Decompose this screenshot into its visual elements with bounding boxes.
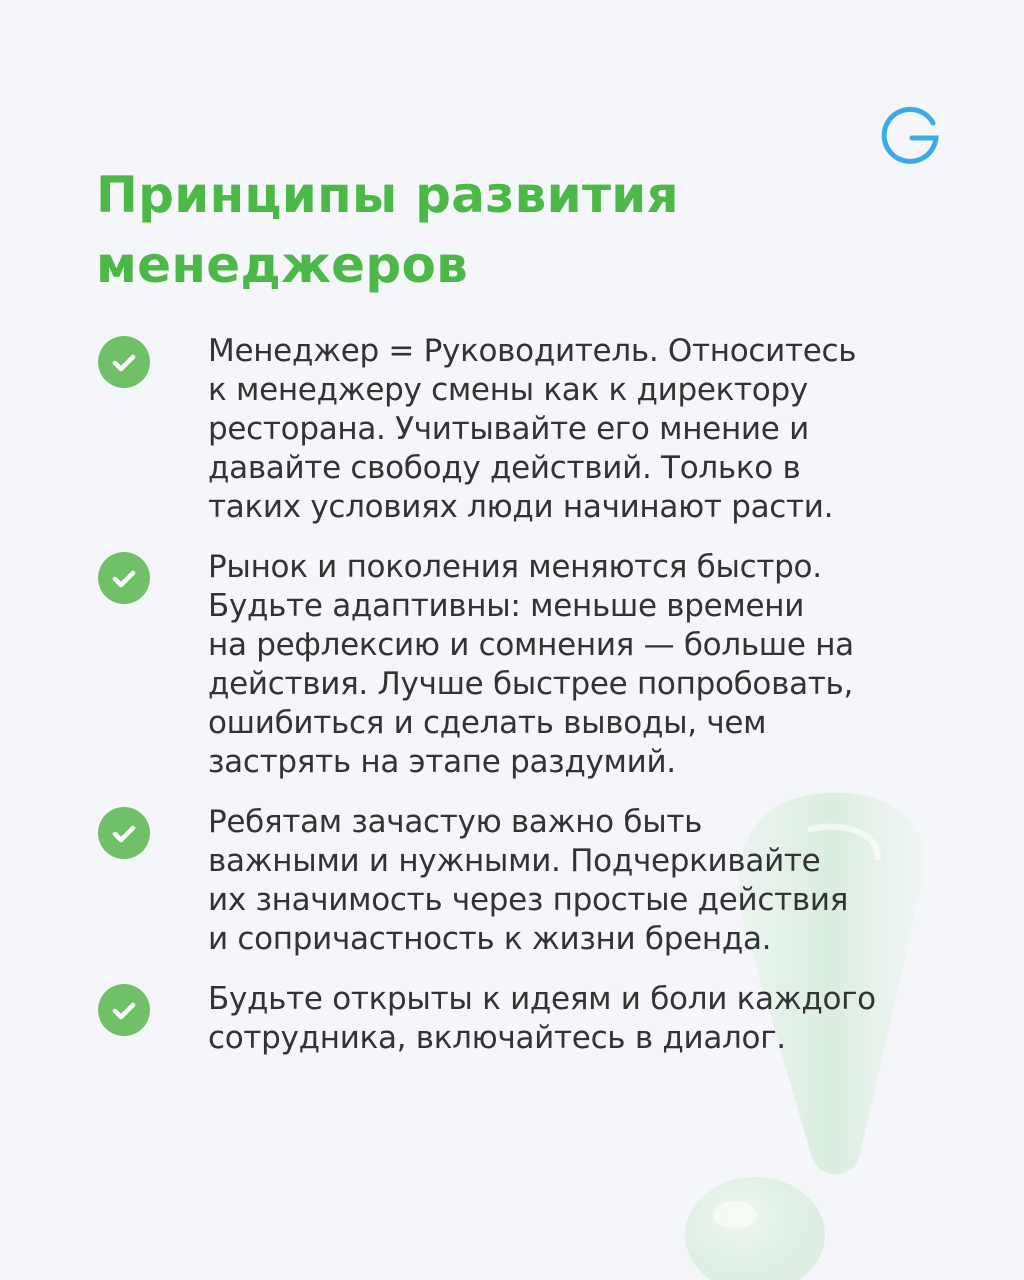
check-circle-icon — [98, 807, 150, 859]
list-item — [96, 548, 956, 782]
text-line: важными и нужными. Подчеркивайте — [208, 843, 821, 879]
check-circle-icon — [98, 336, 150, 388]
text-line: Будьте адаптивны: меньше времени — [208, 588, 805, 624]
list-item-text — [208, 980, 956, 1058]
text-line: и сопричастность к жизни бренда. — [208, 921, 772, 957]
title-line: менеджеров — [96, 236, 469, 294]
check-circle-icon — [98, 984, 150, 1036]
text-line: Рынок и поколения меняются быстро. — [208, 549, 822, 585]
list-item — [96, 332, 956, 527]
list-item-text — [208, 332, 956, 527]
text-line: их значимость через простые действия — [208, 882, 849, 918]
text-line: застрять на этапе раздумий. — [208, 744, 676, 780]
list-item — [96, 980, 956, 1058]
principles-list — [96, 332, 956, 1079]
list-item — [96, 803, 956, 959]
list-item-text — [208, 803, 956, 959]
text-line: ошибиться и сделать выводы, чем — [208, 705, 767, 741]
text-line: на рефлексию и сомнения — больше на — [208, 627, 854, 663]
text-line: ресторана. Учитывайте его мнение и — [208, 411, 809, 447]
text-line: таких условиях люди начинают расти. — [208, 489, 834, 525]
text-line: действия. Лучше быстрее попробовать, — [208, 666, 854, 702]
title-line: Принципы развития — [96, 166, 679, 224]
text-line: Будьте открыты к идеям и боли каждого — [208, 981, 876, 1017]
text-line: к менеджеру смены как к директору — [208, 372, 808, 408]
text-line: Менеджер = Руководитель. Относитесь — [208, 333, 857, 369]
g-letter-logo-icon — [878, 104, 942, 168]
list-item-text — [208, 548, 956, 782]
text-line: сотрудника, включайтесь в диалог. — [208, 1020, 786, 1056]
page-title — [96, 160, 916, 300]
text-line: Ребятам зачастую важно быть — [208, 804, 703, 840]
check-circle-icon — [98, 552, 150, 604]
text-line: давайте свободу действий. Только в — [208, 450, 801, 486]
